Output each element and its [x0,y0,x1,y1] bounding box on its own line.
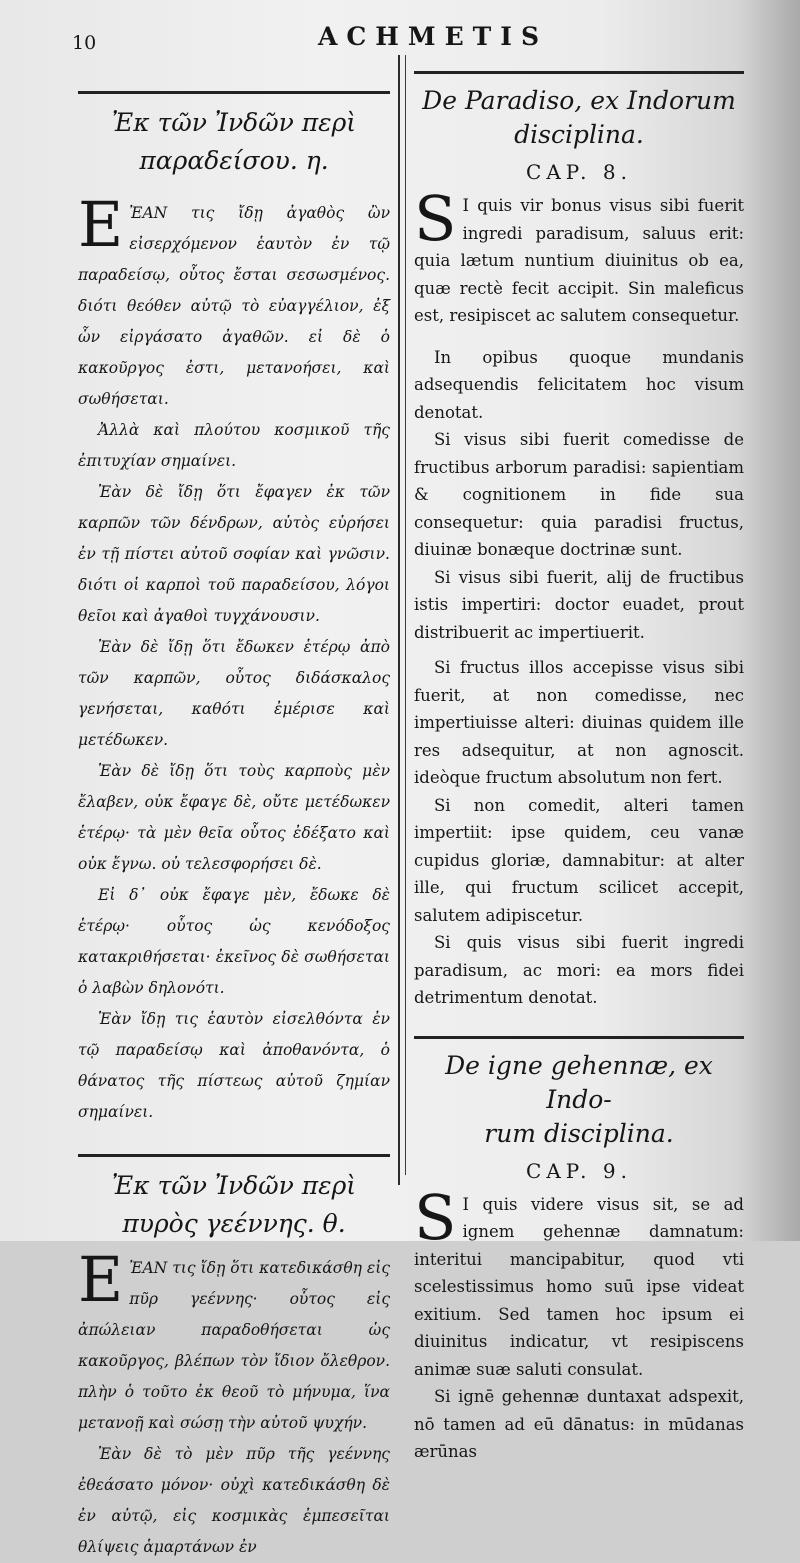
latin-section-gehenna [414,1036,744,1466]
heading-line: disciplina. [514,120,644,149]
paragraph: S I quis vir bonus visus sibi fuerit ingredi paradisum, saluus erit: quia lætum nuntium diuinitus ob ea, quæ rectè fecit accipit. Sin maleficus est, resipiscet ac salutem consequetur. [414,182,744,325]
paragraph: Ἐὰν δὲ τὸ μὲν πῦρ τῆς γεέννης ἐθεάσατο μόνον· οὐχὶ κατεδικάσθη δὲ ἐν αὐτῷ, εἰς κοσμικὰς ἐμπεσεῖται θλίψεις ἁμαρτάνων ἐν [78,1445,390,1556]
chapter-number: CAP. 9. [526,1158,632,1183]
paragraph: Si fructus illos accepisse visus sibi fuerit, at non comedisse, nec impertiuisse alteri: diuinas quidem ille res adsequitur, at non agnoscit. ideòque fructum absolutum non fert. [414,658,744,787]
section-rule [78,1154,390,1157]
heading-line: De Paradiso, ex Indorum [422,86,736,115]
paragraph: ΕἘΑΝ τις ἴδῃ ὅτι κατεδικάσθη εἰς πῦρ γεέννης· οὗτος εἰς ἀπώλειαν παραδοθήσεται ὡς κακοῦργος, βλέπων τὸν ἴδιον ὄλεθρον. πλὴν ὁ τοῦτο ἐκ θεοῦ τὸ μήνυμα, ἵνα μετανοῇ καὶ σώσῃ τὴν αὐτοῦ ψυχήν. [78,1243,390,1432]
paragraph: Si visus sibi fuerit comedisse de fructibus arborum paradisi: sapientiam & cognitionem in fide sua consequetur: quia paradisi fructus, diuinæ bonæque doctrinæ sunt. [414,430,744,559]
paragraph: Ἐὰν δὲ ἴδῃ ὅτι τοὺς καρποὺς μὲν ἔλαβεν, οὐκ ἔφαγε δὲ, οὔτε μετέδωκεν ἑτέρῳ· τὰ μὲν θεῖα οὗτος ἐδέξατο καὶ οὐκ ἔγνω. οὐ τελεσφορήσει δὲ. [78,762,390,873]
paragraph: Ἐὰν ἴδῃ τις ἑαυτὸν εἰσελθόντα ἐν τῷ παραδείσῳ καὶ ἀποθανόντα, ὁ θάνατος τῆς πίστεως αὐτοῦ ζημίαν σημαίνει. [78,1010,390,1121]
section-heading: Ἐκ τῶν Ἰνδῶν περὶ παραδείσου. η. [111,108,357,175]
greek-section-paradise [78,91,390,1128]
paragraph: S I quis videre visus sit, se ad ignem gehennæ damnatum: interitui mancipabitur, quod vti scelestissimus homo suū ipse videat exitium. Sed tamen hoc ipsum ei diuinitus indicatur, vt resipiscens animæ suæ saluti consulat. [414,1180,744,1379]
chapter-number: CAP. 8. [526,160,632,184]
section-heading: Ἐκ τῶν Ἰνδῶν περὶ πυρὸς γεέννης. θ. [111,1171,357,1238]
drop-cap: Ε [78,1243,124,1316]
heading-line: De igne gehennæ, ex Indo- [445,1050,713,1114]
paragraph: Si visus sibi fuerit, alij de fructibus istis impertiri: doctor euadet, prout distribuerit ac impertiuerit. [414,567,744,642]
running-head: ACHMETIS [318,22,548,51]
drop-cap: S [414,182,457,255]
drop-cap: Ε [78,188,124,261]
latin-section-paradise [414,71,744,1012]
column-divider-inner [405,55,406,1175]
paragraph: ΕἘΑΝ τις ἴδῃ ἀγαθὸς ὢν εἰσερχόμενον ἑαυτὸν ἐν τῷ παραδείσῳ, οὗτος ἔσται σεσωσμένος. διότι θεόθεν αὐτῷ τὸ εὐαγγέλιον, ἐξ ὧν εἰργάσατο ἀγαθῶν. εἰ δὲ ὁ κακοῦργος ἐστι, μετανοήσει, καὶ σωθήσεται. [78,188,390,408]
drop-cap: S [414,1180,457,1254]
paragraph: Ἀλλὰ καὶ πλούτου κοσμικοῦ τῆς ἐπιτυχίαν σημαίνει. [78,421,390,470]
section-rule [78,91,390,94]
greek-section-gehenna [78,1154,390,1563]
latin-column [414,55,744,1466]
heading-line: rum disciplina. [484,1118,674,1148]
section-rule [414,1036,744,1039]
paragraph: Ἐὰν δὲ ἴδῃ ὅτι ἔδωκεν ἑτέρῳ ἀπὸ τῶν καρπῶν, οὗτος διδάσκαλος γενήσεται, καθότι ἐμέρισε καὶ μετέδωκεν. [78,638,390,749]
page-number: 10 [72,32,97,54]
paragraph: Εἰ δ᾽ οὐκ ἔφαγε μὲν, ἔδωκε δὲ ἑτέρῳ· οὗτος ὡς κενόδοξος κατακριθήσεται· ἐκεῖνος δὲ σωθήσεται ὁ λαβὼν δηλονότι. [78,886,390,997]
section-rule [414,71,744,74]
section-heading [414,1049,744,1151]
greek-column [78,55,390,1563]
section-heading [414,84,744,152]
column-divider [398,55,400,1185]
paragraph: Ἐὰν δὲ ἴδῃ ὅτι ἔφαγεν ἐκ τῶν καρπῶν τῶν δένδρων, αὐτὸς εὑρήσει ἐν τῇ πίστει αὐτοῦ σοφίαν καὶ γνῶσιν. διότι οἱ καρποὶ τοῦ παραδείσου, λόγοι θεῖοι καὶ ἀγαθοὶ τυγχάνουσιν. [78,483,390,625]
page-header [0,14,800,54]
paragraph: Si ignē gehennæ duntaxat adspexit, nō tamen ad eū dānatus: in mūdanas ærūnas [414,1387,744,1461]
paragraph: Si non comedit, alteri tamen impertiit: ipse quidem, ceu vanæ cupidus gloriæ, damnabitur: at alter ille, qui fructum scilicet accepit, salutem adipiscetur. [414,795,744,925]
paragraph: Si quis visus sibi fuerit ingredi paradisum, ac mori: ea mors fidei detrimentum denotat. [414,933,744,1007]
paragraph: In opibus quoque mundanis adsequendis felicitatem hoc visum denotat. [414,347,744,422]
